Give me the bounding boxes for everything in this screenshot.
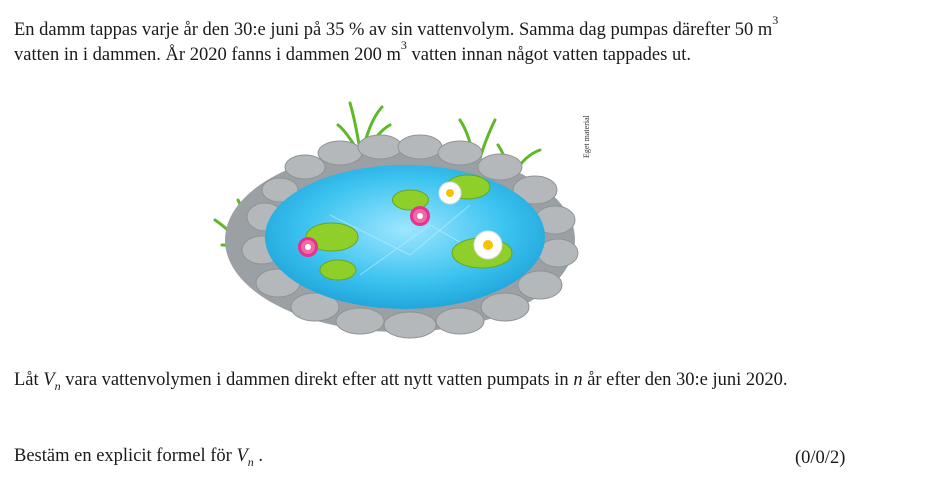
intro-text-3: vatten innan något vatten tappades ut. [406,45,691,65]
points-label: (0/0/2) [795,448,846,468]
task-variable-v: V [236,446,248,466]
task-text-2: . [253,446,264,466]
problem-intro [14,13,814,68]
white-flower-icon [474,231,502,259]
subscript-n: n [54,379,61,393]
pink-flower-icon [298,237,318,257]
intro-text-1: En damm tappas varje år den 30:e juni på 35 % av sin vattenvolym. Samma dag pumpas därefter 50 m [14,20,773,40]
variable-v: V [43,370,55,390]
def-text-3: år efter den 30:e juni 2020. [582,370,788,390]
pond-illustration [210,95,590,340]
image-credit: Eget material [582,115,591,158]
intro-text-2: vatten in i dammen. År 2020 fanns i dammen 200 m [14,45,401,65]
cubic-exponent-1: 3 [772,13,779,27]
task-text-1: Bestäm en explicit formel för [14,446,237,466]
task-paragraph [14,444,263,469]
white-flower-icon [439,182,461,204]
pink-flower-icon [410,206,430,226]
cubic-exponent-2: 3 [400,38,407,52]
task-subscript-n: n [247,455,254,469]
variable-n: n [573,370,583,390]
definition-paragraph [14,368,814,393]
def-text-1: Låt [14,370,44,390]
def-text-2: vara vattenvolymen i dammen direkt efter att nytt vatten pumpats in [60,370,574,390]
